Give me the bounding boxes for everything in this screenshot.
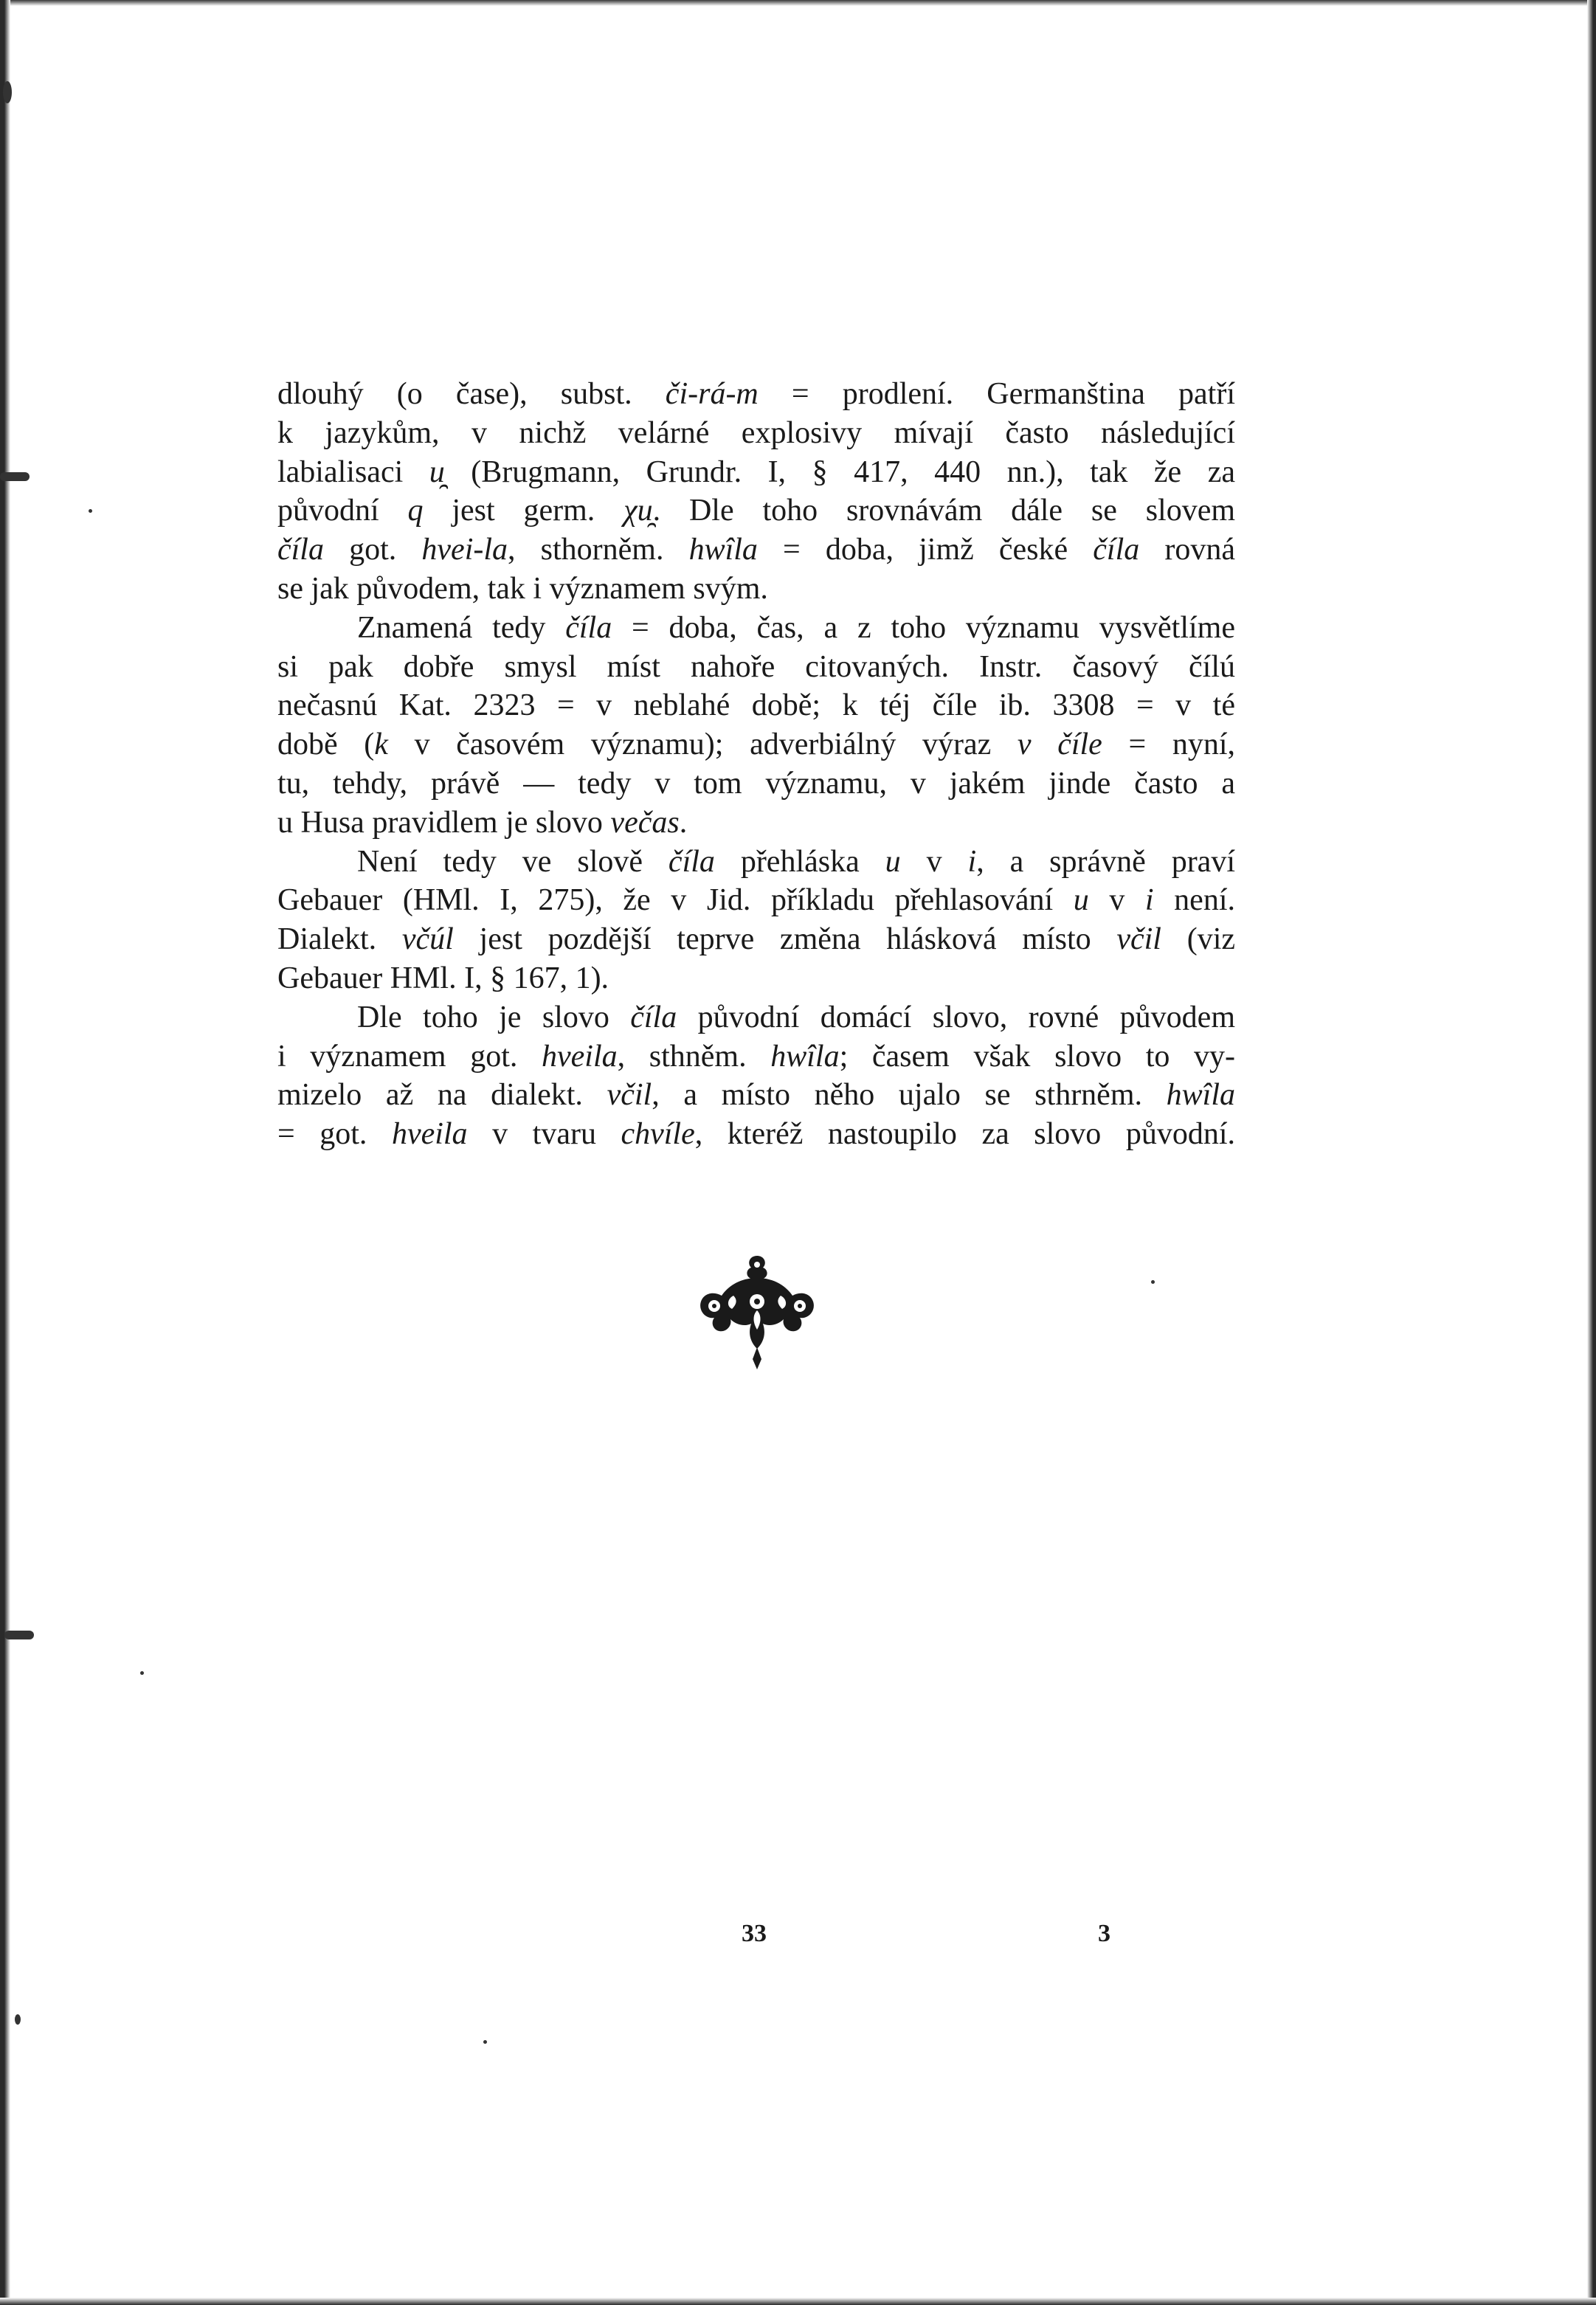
italic-term: hveila <box>542 1039 618 1074</box>
scan-edge-right <box>1587 0 1596 2305</box>
text-segment: (Brugmann, Grundr. I, § 417, 440 nn.), tak že za <box>444 455 1235 489</box>
text-segment: got. <box>323 533 422 567</box>
scan-speck <box>0 472 30 481</box>
italic-term: číla <box>277 533 324 567</box>
text-segment: (viz <box>1161 922 1236 957</box>
text-line <box>277 414 1235 453</box>
text-line <box>277 648 1235 687</box>
text-segment: původní <box>277 494 408 528</box>
text-segment: se jak původem, tak i významem svým. <box>277 571 768 606</box>
scan-edge-top <box>0 0 1596 6</box>
body-text <box>277 375 1235 1154</box>
text-line <box>277 453 1235 492</box>
text-line <box>277 375 1235 414</box>
text-segment: , kteréž nastoupilo za slovo původní. <box>694 1117 1235 1152</box>
text-line <box>277 843 1235 882</box>
scan-edge-left <box>0 0 10 2305</box>
text-segment: v časovém významu); adverbiálný výraz <box>387 728 1018 762</box>
text-segment: Gebauer (HMl. I, 275), že v Jid. příkladu přehlasování <box>277 883 1074 918</box>
text-segment: . <box>679 805 688 840</box>
italic-term: hwîla <box>770 1039 840 1074</box>
italic-term: χu̯ <box>623 494 653 528</box>
italic-term: hwîla <box>1166 1078 1235 1113</box>
italic-term: u <box>1073 883 1089 918</box>
text-line <box>277 1115 1235 1154</box>
scan-speck <box>3 81 12 103</box>
text-segment: v <box>900 844 968 879</box>
scan-speck <box>140 1671 144 1675</box>
italic-term: v číle <box>1017 728 1102 762</box>
text-segment: Gebauer HMl. I, § 167, 1). <box>277 961 609 995</box>
italic-term: číla <box>1093 533 1140 567</box>
text-line <box>277 881 1235 920</box>
text-line <box>277 764 1235 804</box>
text-segment: = got. <box>277 1117 392 1152</box>
text-segment: = prodlení. Germanština patří <box>758 377 1235 411</box>
scan-edge-bottom <box>0 2298 1596 2305</box>
text-segment: si pak dobře smysl míst nahoře citovaných. Instr. časový čílú <box>277 649 1235 684</box>
italic-term: včúl <box>401 922 454 957</box>
text-segment: přehláska <box>714 844 885 879</box>
text-line <box>277 686 1235 725</box>
text-line <box>277 491 1235 531</box>
italic-term: hwîla <box>688 533 758 567</box>
text-line <box>277 531 1235 570</box>
text-line <box>277 804 1235 843</box>
italic-term: či-rá-m <box>665 377 759 411</box>
italic-term: včil <box>607 1078 652 1113</box>
text-segment: , a místo něho ujalo se sthrněm. <box>652 1078 1167 1113</box>
text-segment: dlouhý (o čase), subst. <box>277 377 666 411</box>
italic-term: chvíle <box>621 1117 695 1152</box>
text-segment: v tvaru <box>467 1117 621 1152</box>
scan-speck <box>4 1631 34 1639</box>
scan-speck <box>483 2040 487 2044</box>
text-segment: tu, tehdy, právě — tedy v tom významu, v jakém jinde často a <box>277 766 1235 801</box>
text-segment: , sthorněm. <box>508 533 689 567</box>
text-segment: = nyní, <box>1102 728 1235 762</box>
text-segment: labialisaci <box>277 455 429 489</box>
text-line <box>277 609 1235 648</box>
italic-term: hveila <box>391 1117 468 1152</box>
text-segment: Dialekt. <box>277 922 402 957</box>
scan-speck <box>1151 1280 1155 1284</box>
text-segment: nečasnú Kat. 2323 = v neblahé době; k téj číle ib. 3308 = v té <box>277 688 1235 723</box>
text-segment: není. <box>1153 883 1235 918</box>
italic-term: číla <box>668 844 715 879</box>
text-segment: mizelo až na dialekt. <box>277 1078 607 1113</box>
italic-term: i <box>967 844 977 879</box>
italic-term: q <box>407 494 424 528</box>
italic-term: hvei-la <box>421 533 508 567</box>
page-number: 33 <box>742 1920 767 1947</box>
text-segment: původní domácí slovo, rovné původem <box>677 1000 1235 1034</box>
text-segment: , sthněm. <box>617 1039 771 1074</box>
text-segment: . Dle toho srovnávám dále se slovem <box>652 494 1236 528</box>
italic-term: i <box>1144 883 1154 918</box>
italic-term: u̯ <box>429 455 445 489</box>
text-segment: rovná <box>1139 533 1236 567</box>
text-segment: i významem got. <box>277 1039 542 1074</box>
text-segment: jest pozdější teprve změna hlásková místo <box>453 922 1117 957</box>
text-line <box>277 1076 1235 1115</box>
text-segment: době ( <box>277 728 375 762</box>
text-segment: Dle toho je slovo <box>357 1000 631 1034</box>
italic-term: k <box>374 728 388 762</box>
text-line <box>277 959 1235 998</box>
text-segment: , a správně praví <box>976 844 1235 879</box>
scan-speck <box>89 509 92 513</box>
text-line <box>277 725 1235 764</box>
scan-speck <box>15 2014 21 2025</box>
floral-vignette-icon <box>695 1253 819 1371</box>
text-line <box>277 570 1235 609</box>
italic-term: číla <box>630 1000 677 1034</box>
text-line <box>277 920 1235 959</box>
italic-term: včil <box>1116 922 1161 957</box>
text-segment: u Husa pravidlem je slovo <box>277 805 611 840</box>
text-segment: jest germ. <box>423 494 624 528</box>
text-line <box>277 998 1235 1037</box>
text-segment: = doba, jimž české <box>757 533 1094 567</box>
text-segment: ; časem však slovo to vy- <box>839 1039 1235 1074</box>
signature-mark: 3 <box>1098 1920 1110 1947</box>
italic-term: u <box>885 844 901 879</box>
text-line <box>277 1037 1235 1077</box>
italic-term: číla <box>565 610 612 645</box>
italic-term: večas <box>610 805 680 840</box>
text-segment: Není tedy ve slově <box>357 844 669 879</box>
text-segment: k jazykům, v nichž velárné explosivy mívají často následující <box>277 415 1235 450</box>
text-segment: v <box>1088 883 1145 918</box>
text-segment: Znamená tedy <box>357 610 566 645</box>
text-segment: = doba, čas, a z toho významu vysvětlíme <box>612 610 1235 645</box>
